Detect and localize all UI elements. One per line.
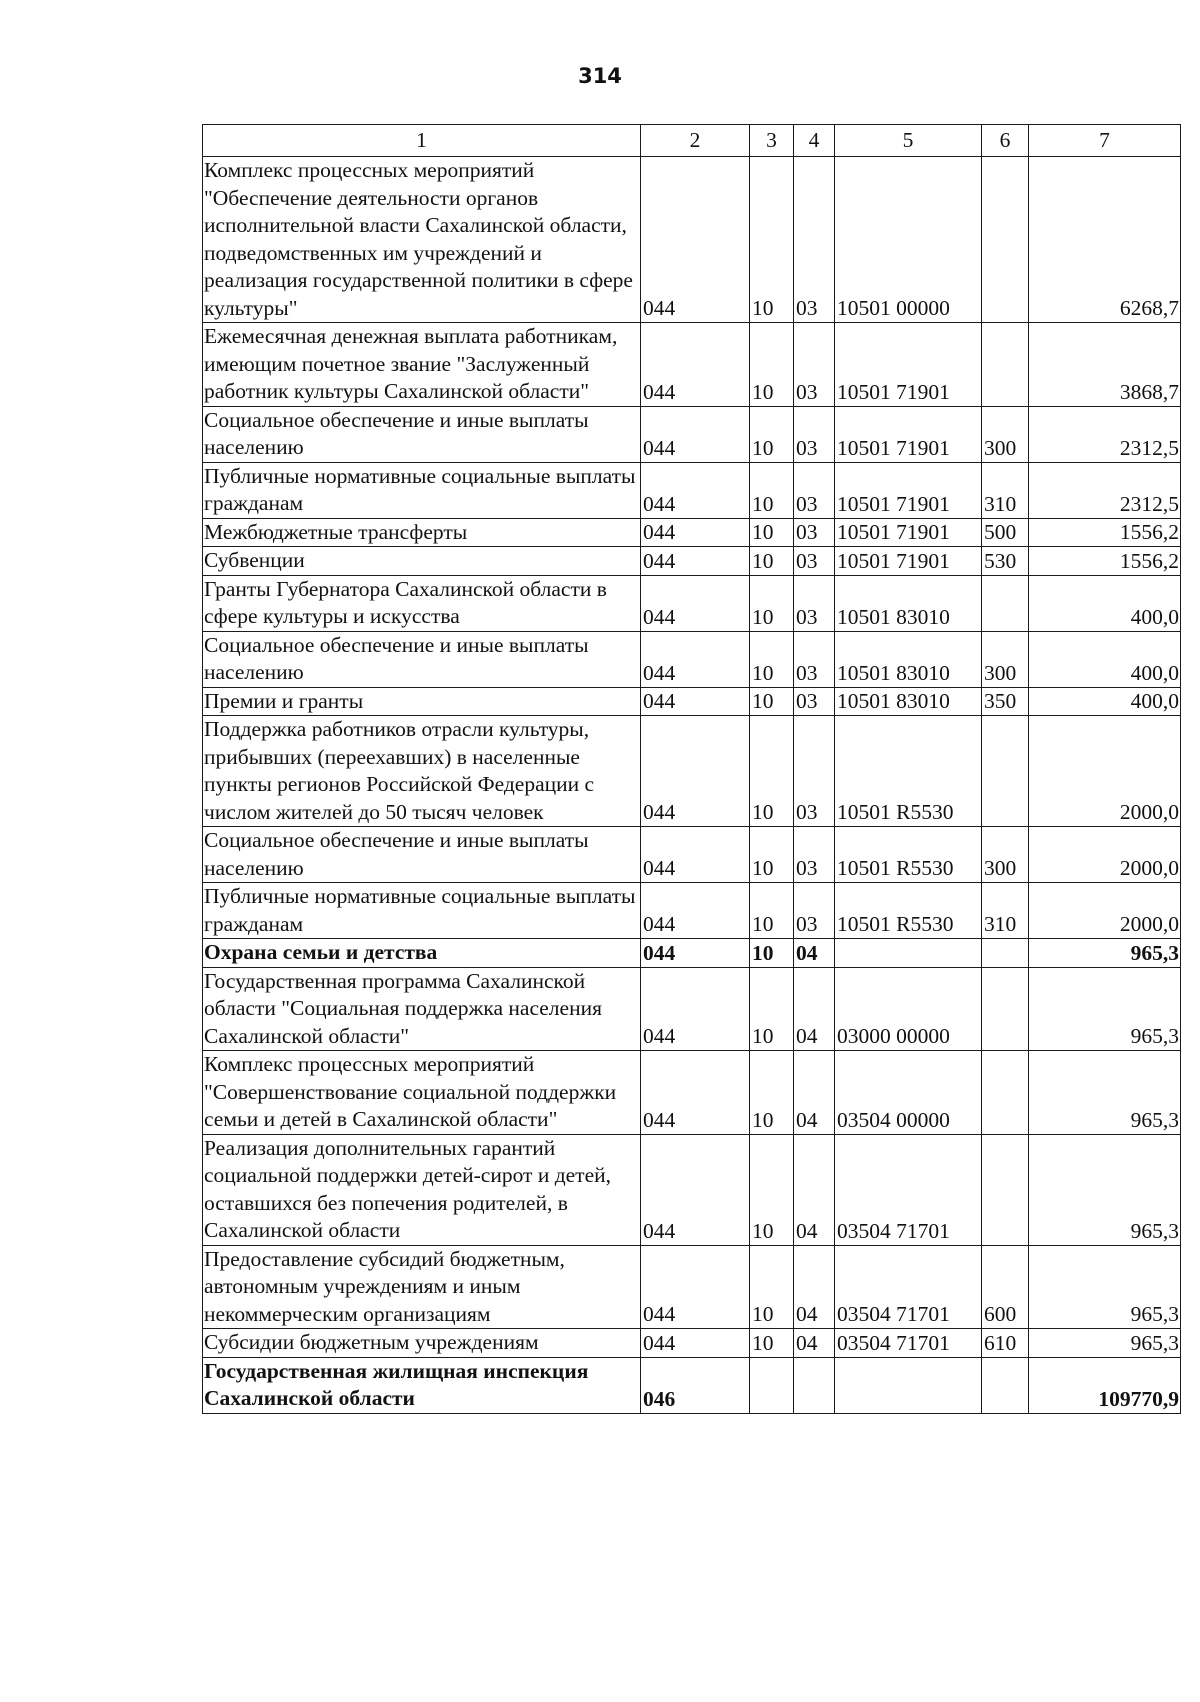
row-section-code: 10 [750,406,794,462]
row-ministry-code: 044 [641,883,750,939]
row-amount: 1556,2 [1029,547,1181,576]
row-ministry-code: 044 [641,518,750,547]
row-subsection-code: 03 [794,827,835,883]
row-section-code: 10 [750,827,794,883]
row-amount: 3868,7 [1029,323,1181,407]
row-expense-type-code [982,1357,1029,1413]
row-name: Премии и гранты [203,687,641,716]
budget-table [202,124,1181,1414]
row-subsection-code: 03 [794,883,835,939]
row-section-code: 10 [750,631,794,687]
row-amount: 965,3 [1029,1051,1181,1135]
row-section-code: 10 [750,157,794,323]
row-section-code: 10 [750,575,794,631]
row-ministry-code: 044 [641,827,750,883]
row-amount: 965,3 [1029,1329,1181,1358]
row-target-item-code: 10501 71901 [835,518,982,547]
table-row [203,827,1181,883]
row-target-item-code: 03504 00000 [835,1051,982,1135]
row-expense-type-code: 610 [982,1329,1029,1358]
row-subsection-code: 03 [794,547,835,576]
row-amount: 2312,5 [1029,462,1181,518]
row-subsection-code: 04 [794,939,835,968]
row-ministry-code: 044 [641,1051,750,1135]
row-name: Субвенции [203,547,641,576]
row-target-item-code: 10501 71901 [835,462,982,518]
row-amount: 400,0 [1029,687,1181,716]
row-section-code: 10 [750,1245,794,1329]
page-number: 314 [578,64,622,88]
row-ministry-code: 044 [641,157,750,323]
row-section-code [750,1357,794,1413]
row-subsection-code: 03 [794,716,835,827]
row-ministry-code: 044 [641,462,750,518]
table-body [203,157,1181,1414]
row-amount: 965,3 [1029,1134,1181,1245]
header-col-2: 2 [641,125,750,157]
row-expense-type-code [982,1134,1029,1245]
row-name: Социальное обеспечение и иные выплаты населению [203,827,641,883]
table-row [203,1134,1181,1245]
row-expense-type-code: 350 [982,687,1029,716]
table-row [203,631,1181,687]
row-target-item-code: 03000 00000 [835,967,982,1051]
row-name: Комплекс процессных мероприятий "Обеспечение деятельности органов исполнительной власти Сахалинской области, подведомственных им учреждений и реализация государственной политики в сфере культуры" [203,157,641,323]
row-subsection-code: 03 [794,462,835,518]
row-subsection-code: 03 [794,631,835,687]
row-subsection-code: 03 [794,687,835,716]
table-row [203,716,1181,827]
row-ministry-code: 044 [641,575,750,631]
row-amount: 109770,9 [1029,1357,1181,1413]
row-expense-type-code: 300 [982,827,1029,883]
header-col-3: 3 [750,125,794,157]
row-subsection-code: 04 [794,1329,835,1358]
row-target-item-code: 10501 R5530 [835,883,982,939]
table-row [203,157,1181,323]
row-expense-type-code [982,323,1029,407]
table-row [203,967,1181,1051]
row-expense-type-code: 530 [982,547,1029,576]
row-amount: 965,3 [1029,1245,1181,1329]
header-col-5: 5 [835,125,982,157]
row-section-code: 10 [750,1329,794,1358]
row-amount: 2000,0 [1029,827,1181,883]
row-amount: 2312,5 [1029,406,1181,462]
row-expense-type-code: 600 [982,1245,1029,1329]
row-target-item-code [835,939,982,968]
row-subsection-code: 03 [794,157,835,323]
row-name: Поддержка работников отрасли культуры, прибывших (переехавших) в населенные пункты регионов Российской Федерации с числом жителей до 50 тысяч человек [203,716,641,827]
table-row [203,1357,1181,1413]
row-ministry-code: 044 [641,967,750,1051]
row-section-code: 10 [750,687,794,716]
table-row [203,406,1181,462]
row-name: Комплекс процессных мероприятий "Совершенствование социальной поддержки семьи и детей в Сахалинской области" [203,1051,641,1135]
row-expense-type-code: 310 [982,462,1029,518]
row-target-item-code: 03504 71701 [835,1134,982,1245]
row-ministry-code: 044 [641,687,750,716]
row-section-code: 10 [750,1051,794,1135]
row-section-code: 10 [750,939,794,968]
row-section-code: 10 [750,462,794,518]
row-target-item-code: 10501 R5530 [835,716,982,827]
row-target-item-code: 03504 71701 [835,1329,982,1358]
row-amount: 2000,0 [1029,883,1181,939]
row-name: Публичные нормативные социальные выплаты гражданам [203,462,641,518]
table-row [203,1329,1181,1358]
header-col-1: 1 [203,125,641,157]
header-col-7: 7 [1029,125,1181,157]
row-amount: 965,3 [1029,939,1181,968]
row-target-item-code: 10501 83010 [835,575,982,631]
row-name: Субсидии бюджетным учреждениям [203,1329,641,1358]
row-ministry-code: 044 [641,716,750,827]
row-expense-type-code [982,157,1029,323]
row-name: Государственная программа Сахалинской области "Социальная поддержка населения Сахалинской области" [203,967,641,1051]
row-amount: 400,0 [1029,631,1181,687]
row-subsection-code: 03 [794,518,835,547]
row-expense-type-code: 300 [982,406,1029,462]
row-subsection-code: 04 [794,1245,835,1329]
row-name: Социальное обеспечение и иные выплаты населению [203,406,641,462]
row-target-item-code: 10501 71901 [835,547,982,576]
row-name: Предоставление субсидий бюджетным, автономным учреждениям и иным некоммерческим организациям [203,1245,641,1329]
row-expense-type-code: 500 [982,518,1029,547]
row-name: Государственная жилищная инспекция Сахалинской области [203,1357,641,1413]
row-ministry-code: 046 [641,1357,750,1413]
table-row [203,462,1181,518]
row-name: Социальное обеспечение и иные выплаты населению [203,631,641,687]
row-name: Публичные нормативные социальные выплаты гражданам [203,883,641,939]
header-col-6: 6 [982,125,1029,157]
row-section-code: 10 [750,967,794,1051]
row-target-item-code: 03504 71701 [835,1245,982,1329]
row-ministry-code: 044 [641,1134,750,1245]
row-subsection-code: 04 [794,1134,835,1245]
row-amount: 1556,2 [1029,518,1181,547]
table-row [203,687,1181,716]
row-section-code: 10 [750,323,794,407]
row-target-item-code: 10501 83010 [835,687,982,716]
row-ministry-code: 044 [641,1329,750,1358]
row-amount: 400,0 [1029,575,1181,631]
row-section-code: 10 [750,1134,794,1245]
row-ministry-code: 044 [641,631,750,687]
table-row [203,518,1181,547]
table-row [203,939,1181,968]
table-row [203,323,1181,407]
row-name: Реализация дополнительных гарантий социальной поддержки детей-сирот и детей, оставшихся без попечения родителей, в Сахалинской области [203,1134,641,1245]
row-ministry-code: 044 [641,939,750,968]
row-ministry-code: 044 [641,323,750,407]
row-target-item-code: 10501 R5530 [835,827,982,883]
row-subsection-code [794,1357,835,1413]
row-name: Охрана семьи и детства [203,939,641,968]
row-expense-type-code: 300 [982,631,1029,687]
row-target-item-code: 10501 83010 [835,631,982,687]
row-expense-type-code [982,575,1029,631]
row-target-item-code: 10501 71901 [835,323,982,407]
row-name: Гранты Губернатора Сахалинской области в сфере культуры и искусства [203,575,641,631]
row-amount: 965,3 [1029,967,1181,1051]
row-section-code: 10 [750,883,794,939]
row-amount: 2000,0 [1029,716,1181,827]
header-col-4: 4 [794,125,835,157]
row-ministry-code: 044 [641,547,750,576]
row-expense-type-code [982,967,1029,1051]
table-row [203,1245,1181,1329]
row-ministry-code: 044 [641,406,750,462]
table-row [203,575,1181,631]
row-subsection-code: 04 [794,967,835,1051]
row-target-item-code: 10501 71901 [835,406,982,462]
row-expense-type-code [982,716,1029,827]
row-expense-type-code: 310 [982,883,1029,939]
row-target-item-code: 10501 00000 [835,157,982,323]
row-subsection-code: 04 [794,1051,835,1135]
row-name: Межбюджетные трансферты [203,518,641,547]
row-section-code: 10 [750,518,794,547]
row-subsection-code: 03 [794,323,835,407]
header-row [203,125,1181,157]
row-subsection-code: 03 [794,406,835,462]
row-target-item-code [835,1357,982,1413]
row-expense-type-code [982,1051,1029,1135]
row-amount: 6268,7 [1029,157,1181,323]
table-row [203,883,1181,939]
row-ministry-code: 044 [641,1245,750,1329]
row-section-code: 10 [750,716,794,827]
table-row [203,547,1181,576]
row-expense-type-code [982,939,1029,968]
table-row [203,1051,1181,1135]
row-section-code: 10 [750,547,794,576]
row-name: Ежемесячная денежная выплата работникам, имеющим почетное звание "Заслуженный работник культуры Сахалинской области" [203,323,641,407]
row-subsection-code: 03 [794,575,835,631]
